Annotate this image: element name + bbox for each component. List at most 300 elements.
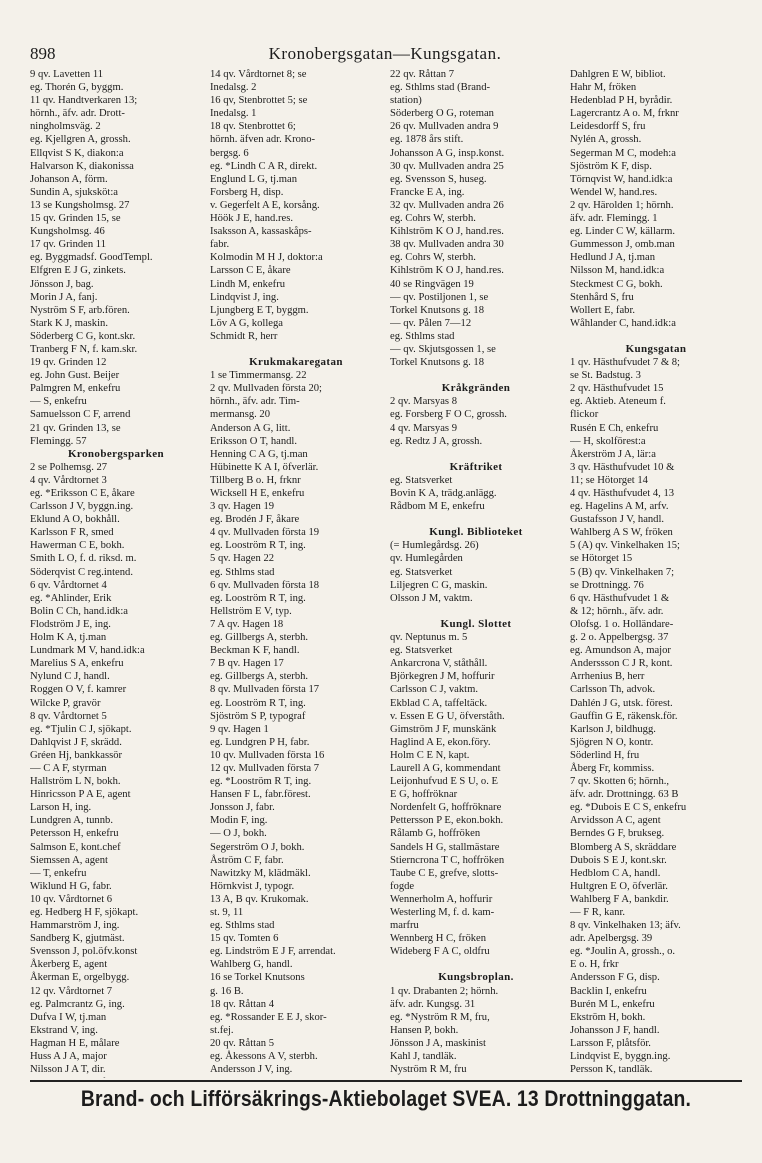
directory-entry: eg. Linder C W, källarm.	[570, 226, 676, 238]
directory-entry: eg. Cohrs W, sterbh.	[390, 213, 476, 225]
directory-entry: Kolmodin M H J, doktor:a	[210, 252, 323, 264]
directory-entry: 17 qv. Grinden 11	[30, 239, 107, 251]
directory-entry: 6 qv. Mullvaden första 18	[210, 579, 320, 591]
directory-entry: Ellqvist S K, diakon:a	[30, 147, 124, 159]
directory-entry: v. Gegerfelt A E, korsång.	[210, 199, 320, 211]
directory-entry: äfv. adr. Kungsg. 31	[390, 998, 476, 1010]
directory-entry: äfv. adr. Drottningg. 63 B	[570, 789, 679, 801]
directory-entry: qv. Neptunus m. 5	[390, 632, 468, 644]
directory-entry: eg. *Dubois E C S, enkefru	[570, 802, 687, 814]
directory-entry: Åkerström J A, lär:a	[570, 448, 656, 460]
directory-entry: Larson H, ing.	[30, 802, 92, 814]
directory-entry: 12 qv. Vårdtornet 7	[30, 985, 113, 997]
directory-entry: Isaksson A, kassaskåps-	[210, 226, 312, 238]
directory-entry: Hallström L N, bokh.	[30, 776, 121, 788]
directory-entry: Wollert E, fabr.	[570, 304, 636, 316]
directory-entry: 4 qv. Marsyas 9	[390, 422, 457, 434]
directory-entry: Holm K A, tj.man	[30, 632, 107, 644]
directory-entry: 30 qv. Mullvaden andra 25	[390, 160, 504, 172]
directory-entry: Persson K, tandläk.	[570, 1064, 653, 1076]
directory-entry: eg. Kjellgren A, grossh.	[30, 134, 131, 146]
directory-entry: Johansson A G, insp.konst.	[390, 147, 505, 159]
directory-entry: 1 qv. Hästhufvudet 7 & 8;	[570, 357, 680, 369]
directory-entry: Kungsholmsg. 46	[30, 226, 105, 238]
directory-entry: Jönsson J, bag.	[30, 278, 94, 290]
directory-entry: Tillberg B o. H, frknr	[210, 474, 301, 486]
directory-entry: 5 qv. Hagen 22	[210, 553, 275, 565]
directory-entry: Leidesdorff S, fru	[570, 121, 646, 133]
directory-entry: Gimström J F, munskänk	[390, 723, 497, 735]
directory-entry: marfru	[390, 920, 419, 932]
directory-entry: Nawitzky M, klädmäkl.	[210, 867, 311, 879]
footer-divider	[30, 1080, 742, 1082]
directory-entry: 19 qv. Grinden 12	[30, 357, 107, 369]
directory-entry: Rusén E Ch, enkefru	[570, 422, 659, 434]
directory-entry: hörnh. äfven adr. Krono-	[210, 134, 316, 146]
directory-entry: Nyström S F, arb.fören.	[30, 304, 130, 316]
directory-entry: station)	[390, 95, 422, 107]
directory-entry: eg. Svensson S, huseg.	[390, 173, 487, 185]
directory-entry: g. 16 B.	[210, 985, 244, 997]
directory-entry: — qv. Postiljonen 1, se	[390, 291, 489, 303]
directory-entry: Hinricsson P A E, agent	[30, 789, 131, 801]
section-heading: Kronobergsparken	[67, 447, 165, 460]
directory-entry: Hultgren E O, öfverlär.	[570, 880, 668, 892]
directory-entry: eg. 1878 års stift.	[390, 134, 464, 146]
directory-entry: Schmidt R, herr	[210, 330, 278, 342]
directory-entry: eg. Looström R T, ing.	[210, 540, 306, 552]
directory-entry: Torkel Knutsons g. 18	[390, 357, 485, 369]
directory-entry: Wahlberg A S W, fröken	[570, 527, 673, 539]
directory-column	[390, 68, 562, 1078]
directory-entry: Wilcke P, gravör	[30, 697, 101, 709]
directory-entry: Huss A J A, major	[30, 1051, 107, 1063]
directory-entry: Ljungberg E T, byggm.	[210, 304, 309, 316]
directory-entry: qv. Humlegården	[390, 553, 463, 565]
directory-entry: 13 A, B qv. Krukomak.	[210, 893, 309, 905]
directory-entry: eg. *Looström R T, ing.	[210, 776, 312, 788]
directory-entry: Beckman K F, handl.	[210, 645, 300, 657]
directory-entry: — qv. Pålen 7—12	[390, 317, 472, 329]
directory-entry: 1 se Timmermansg. 22	[210, 370, 307, 382]
directory-entry: — C A F, styrman	[30, 762, 107, 774]
directory-entry: hörnh., äfv. adr. Tim-	[210, 396, 300, 408]
directory-entry: v. Essen E G U, öfverståth.	[390, 710, 505, 722]
directory-entry: Olsson J M, vaktm.	[390, 592, 473, 604]
directory-entry: Marelius S A, enkefru	[30, 658, 124, 670]
directory-entry: Rådbom M E, enkefru	[390, 501, 485, 513]
directory-entry: eg. Lindström E J F, arrendat.	[210, 946, 336, 958]
directory-entry: Hedenblad P H, byrådir.	[570, 95, 673, 107]
directory-entry: 6 qv. Vårdtornet 4	[30, 579, 107, 591]
section-heading: Kungl. Biblioteket	[429, 526, 523, 539]
section-heading: Kungsbroplan.	[438, 971, 514, 984]
directory-entry: 7 A qv. Hagen 18	[210, 618, 284, 630]
directory-entry: 14 qv. Vårdtornet 8; se	[210, 69, 307, 80]
directory-entry: 11 qv. Handtverkaren 13;	[30, 95, 138, 107]
directory-entry: Söderberg O G, roteman	[390, 108, 494, 120]
directory-entry: Nylund C J, handl.	[30, 671, 110, 683]
directory-entry: 7 qv. Skotten 6; hörnh.,	[570, 776, 670, 788]
directory-entry: Tranberg F N, f. kam.skr.	[30, 343, 138, 355]
directory-entry: Kihlström K O J, hand.res.	[390, 265, 504, 277]
directory-entry: Hörnkvist J, typogr.	[210, 880, 295, 892]
directory-entry: Wahlberg G, handl.	[210, 959, 293, 971]
directory-entry: Salmson E, kont.chef	[30, 841, 121, 853]
blank-line	[570, 330, 742, 343]
directory-entry: Dufva I W, tj.man	[30, 1011, 107, 1023]
directory-entry: Burén M L, enkefru	[570, 998, 655, 1010]
directory-entry: eg. Thorén G, byggm.	[30, 82, 124, 94]
directory-entry: Ekblad C A, taffeltäck.	[390, 697, 488, 709]
directory-entry: Westerling M, f. d. kam-	[390, 907, 495, 918]
directory-entry: eg. *Tjulin C J, sjökapt.	[30, 723, 132, 735]
directory-entry: eg. Gillbergs A, sterbh.	[210, 632, 309, 644]
directory-entry: Sjöström S P, typograf	[210, 710, 306, 722]
directory-entry: Söderqvist C reg.intend.	[30, 566, 133, 578]
directory-entry: Blomberg A S, skräddare	[570, 841, 677, 853]
directory-entry: Gréen Hj, bankkassör	[30, 749, 123, 761]
directory-entry: eg. Byggmadsf. GoodTempl.	[30, 252, 153, 264]
directory-entry: Bolin C Ch, hand.idk:a	[30, 605, 128, 617]
directory-entry: 4 qv. Hästhufvudet 4, 13	[570, 488, 675, 499]
directory-entry: Halvarson K, diakonissa	[30, 160, 134, 172]
directory-entry: 1 qv. Drabanten 2; hörnh.	[390, 985, 499, 997]
directory-entry: Torkel Knutsons g. 18	[390, 304, 485, 316]
directory-entry: Hellström E V, typ.	[210, 605, 292, 617]
directory-entry: flickor	[570, 409, 599, 421]
directory-entry: fabr.	[210, 239, 230, 251]
directory-entry: Åkerberg E, agent	[30, 959, 108, 971]
directory-entry: Bovin K A, trädg.anlägg.	[390, 488, 497, 499]
directory-entry: Nilsson M, hand.idk:a	[570, 265, 665, 277]
directory-entry: Leijonhufvud E S U, o. E	[390, 776, 498, 788]
directory-entry: Henning C A G, tj.man	[210, 448, 308, 460]
directory-entry: 5 (A) qv. Vinkelhaken 15;	[570, 540, 680, 552]
directory-entry: Sjöström K F, disp.	[570, 160, 652, 172]
directory-entry: Karlsson F R, smed	[30, 527, 114, 539]
directory-entry: eg. Looström R T, ing.	[210, 697, 306, 709]
directory-entry: Wicksell H E, enkefru	[210, 488, 305, 499]
blank-line	[210, 343, 382, 356]
directory-entry: 8 qv. Vårdtornet 5	[30, 710, 107, 722]
directory-entry: eg. *Eriksson C E, åkare	[30, 488, 135, 499]
directory-entry: äfv. adr. Flemingg. 1	[570, 213, 658, 225]
directory-entry: Åström C F, fabr.	[210, 854, 284, 866]
directory-entry: Wennerholm A, hoffurir	[390, 893, 493, 905]
directory-entry: — qv. Skjutsgossen 1, se	[390, 343, 496, 355]
directory-entry: eg. *Joulin A, grossh., o.	[570, 946, 676, 958]
directory-entry: Nyström R M, fru	[390, 1064, 467, 1076]
directory-entry: Wiklund H G, fabr.	[30, 880, 112, 892]
directory-entry: 2 qv. Härolden 1; hörnh.	[570, 199, 674, 211]
directory-entry: Hawerman C E, bokh.	[30, 540, 125, 552]
directory-entry: Carlsson Th, advok.	[570, 684, 656, 696]
directory-entry: Forsberg H, disp.	[210, 186, 284, 198]
directory-entry: 10 qv. Mullvaden första 16	[210, 749, 325, 761]
directory-column	[210, 68, 382, 1078]
directory-entry: 2 qv. Hästhufvudet 15	[570, 383, 664, 395]
directory-entry: Andersson J V, ing.	[210, 1064, 293, 1076]
directory-entry: Pettersson P E, ekon.bokh.	[390, 815, 504, 827]
directory-entry: Hedblom C A, handl.	[570, 867, 661, 879]
directory-entry: Steckmest C G, bokh.	[570, 278, 663, 290]
directory-entry: eg. Amundson A, major	[570, 645, 671, 657]
directory-entry: Svensson J, pol.öfv.konst	[30, 946, 138, 958]
directory-entry: Karlson J, bildhugg.	[570, 723, 656, 735]
directory-entry	[570, 1076, 742, 1078]
blank-line	[390, 605, 562, 618]
directory-entry: — H, skolförest:a	[570, 435, 646, 447]
directory-entry: Taube C E, grefve, slotts-	[390, 867, 499, 879]
directory-entry: 8 qv. Mullvaden första 17	[210, 684, 320, 696]
directory-entry: mermansg. 20	[210, 409, 271, 421]
directory-entry: Morin J A, fanj.	[30, 291, 98, 303]
directory-entry: Laurell A G, kommendant	[390, 762, 501, 774]
directory-entry: Siemssen A, agent	[30, 854, 108, 866]
directory-entry: eg. Gillbergs A, sterbh.	[210, 671, 309, 683]
directory-entry: Sundin A, sjuksköt:a	[30, 186, 118, 198]
directory-entry: se St. Badstug. 3	[570, 370, 641, 382]
directory-column	[570, 68, 742, 1078]
directory-entry: Törnqvist W, hand.idk:a	[570, 173, 673, 185]
directory-entry: 26 qv. Mullvaden andra 9	[390, 121, 499, 133]
directory-entry: Eklund A O, bokhåll.	[30, 514, 120, 526]
directory-entry: 2 se Polhemsg. 27	[30, 461, 108, 473]
directory-entry: eg. Sthlms stad	[210, 566, 275, 578]
directory-entry: 18 qv. Stenbrottet 6;	[210, 121, 296, 133]
directory-entry: Inedalsg. 1	[210, 108, 257, 120]
directory-entry: Ekstrand V, ing.	[30, 1024, 98, 1036]
directory-entry: Nylén A, grossh.	[570, 134, 642, 146]
directory-entry: Olofsg. 1 o. Holländare-	[570, 618, 674, 630]
directory-entry: Ekström H, bokh.	[570, 1011, 646, 1023]
directory-entry: Francke E A, ing.	[390, 186, 465, 198]
directory-column	[30, 68, 202, 1078]
section-heading: Krukmakaregatan	[249, 356, 343, 369]
directory-entry: 11; se Hötorget 14	[570, 474, 648, 486]
directory-entry: Samuelsson C F, arrend	[30, 409, 131, 421]
page-title: Kronobergsgatan—Kungsgatan.	[268, 44, 502, 63]
directory-entry: eg. *Nyström R M, fru,	[390, 1011, 490, 1023]
directory-entry: Inedalsg. 2	[210, 82, 257, 94]
directory-entry: eg. Aktieb. Ateneum f.	[570, 396, 666, 408]
directory-entry: 40 se Ringvägen 19	[390, 278, 474, 290]
directory-entry	[390, 1076, 562, 1078]
section-heading: Kungsgatan	[625, 342, 687, 355]
directory-entry: eg. John Gust. Beijer	[30, 370, 120, 382]
directory-entry: eg. Statsverket	[390, 474, 453, 486]
directory-entry: 15 qv. Grinden 15, se	[30, 213, 121, 225]
directory-entry: eg. Forsberg F O C, grossh.	[390, 409, 507, 421]
directory-entry: st.fej.	[210, 1024, 234, 1036]
directory-entry: Björkegren J M, hoffurir	[390, 671, 495, 683]
directory-entry: Jonsson J, fabr.	[210, 802, 275, 814]
directory-entry: hörnh., äfv. adr. Drott-	[30, 108, 125, 120]
directory-entry: Kihlström K O J, hand.res.	[390, 226, 504, 238]
directory-entry: 8 qv. Vinkelhaken 13; äfv.	[570, 920, 681, 932]
page-number: 898	[30, 44, 56, 63]
directory-entry: 9 qv. Lavetten 11	[30, 69, 104, 80]
directory-entry: Hahr M, fröken	[570, 82, 637, 94]
directory-entry: Gummesson J, omb.man	[570, 239, 675, 251]
directory-entry: eg. Åkessons A V, sterbh.	[210, 1051, 318, 1063]
section-heading: Kråkgränden	[441, 382, 511, 395]
page-header	[30, 44, 740, 66]
directory-entry: eg. Statsverket	[390, 645, 453, 657]
directory-entry: Stenhård S, fru	[570, 291, 634, 303]
directory-entry: Anderssson C J R, kont.	[570, 658, 673, 670]
directory-entry: bergsg. 6	[210, 147, 249, 159]
blank-line	[390, 369, 562, 382]
directory-entry: eg. Looström R T, ing.	[210, 592, 306, 604]
directory-entry: 2 qv. Mullvaden första 20;	[210, 383, 322, 395]
directory-entry: Wideberg F A C, oldfru	[390, 946, 490, 958]
directory-entry: 38 qv. Mullvaden andra 30	[390, 239, 504, 251]
directory-entry: Gustafsson J V, handl.	[570, 514, 665, 526]
directory-entry: Carlsson C J, vaktm.	[390, 684, 478, 696]
directory-entry: Hübinette K A I, öfverlär.	[210, 461, 319, 473]
directory-entry: Segerström O J, bokh.	[210, 841, 305, 853]
directory-entry: Carlsson J V, byggn.ing.	[30, 501, 134, 513]
directory-entry: 21 qv. Grinden 13, se	[30, 422, 121, 434]
directory-entry: 9 qv. Hagen 1	[210, 723, 269, 735]
directory-entry: Lindqvist E, byggn.ing.	[570, 1051, 671, 1063]
directory-entry: 3 qv. Hagen 19	[210, 501, 275, 513]
directory-entry: Åberg Fr, kommiss.	[570, 762, 655, 774]
directory-entry: 6 qv. Hästhufvudet 1 &	[570, 592, 670, 604]
directory-entry: 16 qv, Stenbrottet 5; se	[210, 95, 308, 107]
directory-entry: Lundgren A, tunnb.	[30, 815, 113, 827]
directory-entry: st. 9, 11	[210, 907, 244, 918]
directory-entry: (= Humlegårdsg. 26)	[390, 540, 479, 552]
directory-entry: Sandberg K, gjutmäst.	[30, 933, 125, 945]
directory-entry: g. 2 o. Appelbergsg. 37	[570, 632, 669, 644]
directory-entry: se Hötorget 15	[570, 553, 633, 565]
directory-entry: Arvidsson A C, agent	[570, 815, 661, 827]
directory-entry: Modin F, ing.	[210, 815, 268, 827]
blank-line	[390, 958, 562, 971]
directory-entry: 20 qv. Råttan 5	[210, 1037, 275, 1049]
directory-entry: Löv A G, kollega	[210, 317, 283, 329]
directory-entry: Dubois S E J, kont.skr.	[570, 854, 667, 866]
directory-entry: Stark K J, maskin.	[30, 317, 108, 329]
directory-entry: ningholmsväg. 2	[30, 121, 101, 133]
blank-line	[390, 448, 562, 461]
directory-entry: 3 qv. Hästhufvudet 10 &	[570, 461, 675, 473]
directory-entry: Wåhlander C, hand.idk:a	[570, 317, 676, 329]
directory-entry: Liljegren C G, maskin.	[390, 579, 488, 591]
directory-entry: Arrhenius B, herr	[570, 671, 645, 683]
directory-entry: Johansson J F, handl.	[570, 1024, 660, 1036]
directory-entry: Englund L G, tj.man	[210, 173, 297, 185]
directory-entry: eg. Statsverket	[390, 566, 453, 578]
directory-entry: eg. Redtz J A, grossh.	[390, 435, 483, 447]
directory-entry: eg. Hedberg H F, sjökapt.	[30, 907, 139, 918]
directory-entry: Dahlqvist J F, skrädd.	[30, 736, 122, 748]
directory-entry: Sjögren N O, kontr.	[570, 736, 654, 748]
directory-entry: 10 qv. Vårdtornet 6	[30, 893, 113, 905]
directory-entry: Nordenfelt G, hoffröknare	[390, 802, 502, 814]
directory-entry: eg. *Rossander E E J, skor-	[210, 1011, 327, 1023]
directory-entry: — S, enkefru	[30, 396, 87, 408]
directory-entry: adr. Apelbergsg. 39	[570, 933, 653, 945]
directory-entry: se Drottningg. 76	[570, 579, 644, 591]
directory-entry: eg. Cohrs W, sterbh.	[390, 252, 476, 264]
directory-entry: eg. *Ahlinder, Erik	[30, 592, 112, 604]
directory-entry: Holm C E N, kapt.	[390, 749, 470, 761]
directory-entry: Ankarcrona V, ståthåll.	[390, 658, 488, 670]
directory-entry: Stierncrona T C, hoffröken	[390, 854, 505, 866]
directory-columns	[30, 68, 742, 1078]
directory-entry: eg. Hagelins A M, arfv.	[570, 501, 669, 513]
directory-entry: Palmgren M, enkefru	[30, 383, 121, 395]
directory-entry: Lundmark M V, hand.idk:a	[30, 645, 145, 657]
directory-entry: Dahlgren E W, bibliot.	[570, 69, 666, 80]
directory-entry: Dahlén J G, utsk. förest.	[570, 697, 673, 709]
blank-line	[390, 513, 562, 526]
directory-entry: Lindqvist J, ing.	[210, 291, 279, 303]
directory-entry: 13 se Kungsholmsg. 27	[30, 199, 130, 211]
directory-entry: E o. H, frkr	[570, 959, 619, 971]
directory-entry: Söderberg C G, kont.skr.	[30, 330, 136, 342]
directory-entry: eg. Sthlms stad (Brand-	[390, 82, 491, 94]
directory-entry: eg. Sthlms stad	[390, 330, 455, 342]
directory-entry: Hagman H E, målare	[30, 1037, 120, 1049]
directory-entry	[30, 1076, 202, 1078]
directory-entry: Haglind A E, ekon.föry.	[390, 736, 491, 748]
directory-entry: Jönsson J A, maskinist	[390, 1037, 486, 1049]
directory-entry: eg. Palmcrantz G, ing.	[30, 998, 125, 1010]
footer-advertisement: Brand- och Lifförsäkrings-Aktiebolaget SVEA. 13 Drottninggatan.	[80, 1086, 692, 1111]
directory-entry: Hansen F L, fabr.förest.	[210, 789, 311, 801]
section-heading: Kungl. Slottet	[440, 617, 512, 630]
directory-entry: Söderlind H, fru	[570, 749, 640, 761]
directory-entry: Eriksson O T, handl.	[210, 435, 297, 447]
directory-entry: Elfgren E J G, zinkets.	[30, 265, 126, 277]
directory-entry: 5 (B) qv. Vinkelhaken 7;	[570, 566, 675, 578]
directory-entry: 2 qv. Marsyas 8	[390, 396, 457, 408]
directory-entry: Lindh M, enkefru	[210, 278, 286, 290]
directory-entry: Berndes G F, brukseg.	[570, 828, 665, 840]
directory-entry: eg. Lundgren P H, fabr.	[210, 736, 310, 748]
directory-entry: Wahlberg F A, bankdir.	[570, 893, 669, 905]
directory-entry: 12 qv. Mullvaden första 7	[210, 762, 320, 774]
directory-entry: 32 qv. Mullvaden andra 26	[390, 199, 504, 211]
directory-entry: Flodström J E, ing.	[30, 618, 111, 630]
directory-entry: eg. Sthlms stad	[210, 920, 275, 932]
directory-entry: Nilsson J A T, dir.	[30, 1064, 106, 1076]
directory-entry: Kahl J, tandläk.	[390, 1051, 457, 1063]
directory-entry: 18 qv. Råttan 4	[210, 998, 275, 1010]
directory-entry: Åkerman E, orgelbygg.	[30, 972, 130, 984]
directory-entry: 15 qv. Tomten 6	[210, 933, 279, 945]
directory-entry: Flemingg. 57	[30, 435, 87, 447]
directory-entry: Petersson H, enkefru	[30, 828, 119, 840]
directory-entry: Larsson C E, åkare	[210, 265, 291, 277]
directory-entry: Gauffin G E, räkensk.för.	[570, 710, 678, 722]
directory-entry: — O J, bokh.	[210, 828, 267, 840]
directory-entry: Smith L O, f. d. riksd. m.	[30, 553, 137, 565]
directory-entry: 7 B qv. Hagen 17	[210, 658, 284, 670]
directory-entry: Rålamb G, hoffröken	[390, 828, 481, 840]
directory-entry: eg. Brodén J F, åkare	[210, 514, 300, 526]
directory-entry: Hedlund J A, tj.man	[570, 252, 656, 264]
directory-entry: Segerman M C, modeh:a	[570, 147, 676, 159]
directory-entry: — T, enkefru	[30, 867, 87, 879]
section-heading: Kräftriket	[449, 460, 503, 473]
directory-entry: 4 qv. Mullvaden första 19	[210, 527, 320, 539]
